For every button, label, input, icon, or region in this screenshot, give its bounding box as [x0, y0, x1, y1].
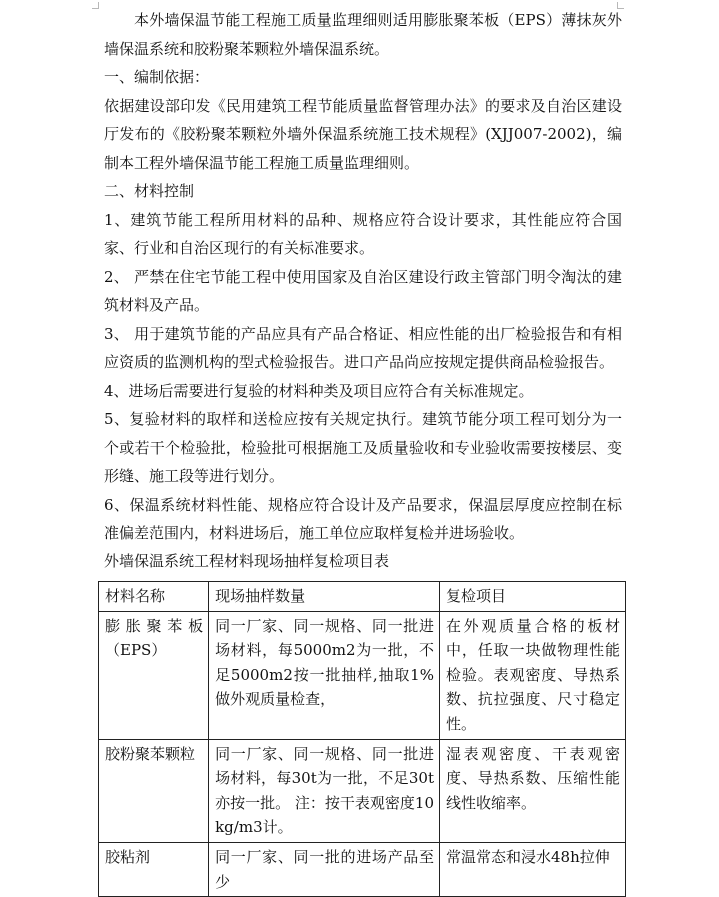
header-sampling-quantity: 现场抽样数量: [209, 582, 440, 612]
table-row: [99, 611, 626, 739]
header-recheck-items: 复检项目: [439, 582, 625, 612]
list-item-4: 4、进场后需要进行复验的材料种类及项目应符合有关标准规定。: [104, 381, 534, 400]
cell-material-name: 胶粘剂: [99, 842, 209, 896]
list-item-6: 6、保温系统材料性能、规格应符合设计及产品要求，保温层厚度应控制在标准偏差范围内，材料进场后，施工单位应取样复检并进场验收。: [104, 495, 622, 542]
table-header-row: [99, 582, 626, 612]
header-material-name: 材料名称: [99, 582, 209, 612]
cell-recheck-items: 在外观质量合格的板材中，任取一块做物理性能检验。表观密度、导热系数、抗拉强度、尺寸稳定性。: [439, 611, 625, 739]
cell-material-name: 胶粉聚苯颗粒: [99, 739, 209, 842]
cell-material-name: 膨胀聚苯板（EPS）: [99, 611, 209, 739]
table-title: 外墙保温系统工程材料现场抽样复检项目表: [104, 551, 390, 570]
intro-paragraph: 本外墙保温节能工程施工质量监理细则适用膨胀聚苯板（EPS）薄抹灰外墙保温系统和胶粉聚苯颗粒外墙保温系统。: [104, 11, 622, 58]
page-corner-mark-left: [92, 2, 99, 9]
cell-sampling-quantity: 同一厂家、同一批的进场产品至少: [209, 842, 440, 896]
section-2-heading: 二、材料控制: [104, 182, 195, 200]
materials-table: [98, 581, 626, 897]
cell-recheck-items: 常温常态和浸水48h拉伸: [439, 842, 625, 896]
list-item-5: 5、复验材料的取样和送检应按有关规定执行。建筑节能分项工程可划分为一个或若干个检验批，检验批可根据施工及质量验收和专业验收需要按楼层、变形缝、施工段等进行划分。: [104, 410, 622, 485]
section-1-heading: 一、编制依据：: [104, 68, 210, 86]
list-item-3: 3、 用于建筑节能的产品应具有产品合格证、相应性能的出厂检验报告和有相应资质的监测机构的型式检验报告。进口产品尚应按规定提供商品检验报告。: [104, 324, 622, 371]
cell-sampling-quantity: 同一厂家、同一规格、同一批进场材料，每5000m2为一批，不足5000m2按一批抽样,抽取1%做外观质量检查，: [209, 611, 440, 739]
table-row: [99, 842, 626, 896]
list-item-1: 1、建筑节能工程所用材料的品种、规格应符合设计要求，其性能应符合国家、行业和自治区现行的有关标准要求。: [104, 210, 622, 257]
section-1-body: 依据建设部印发《民用建筑工程节能质量监督管理办法》的要求及自治区建设厅发布的《胶粉聚苯颗粒外墙外保温系统施工技术规程》(XJJ007-2002)，编制本工程外墙保温节能工程施工质量监理细则。: [104, 96, 622, 172]
cell-recheck-items: 湿表观密度、干表观密度、导热系数、压缩性能线性收缩率。: [439, 739, 625, 842]
document-body: [104, 6, 622, 575]
cell-sampling-quantity: 同一厂家、同一规格、同一批进场材料，每30t为一批，不足30t亦按一批。 注：按干表观密度10kg/m3计。: [209, 739, 440, 842]
list-item-2: 2、 严禁在住宅节能工程中使用国家及自治区建设行政主管部门明令淘汰的建筑材料及产品。: [104, 267, 622, 314]
table-row: [99, 739, 626, 842]
